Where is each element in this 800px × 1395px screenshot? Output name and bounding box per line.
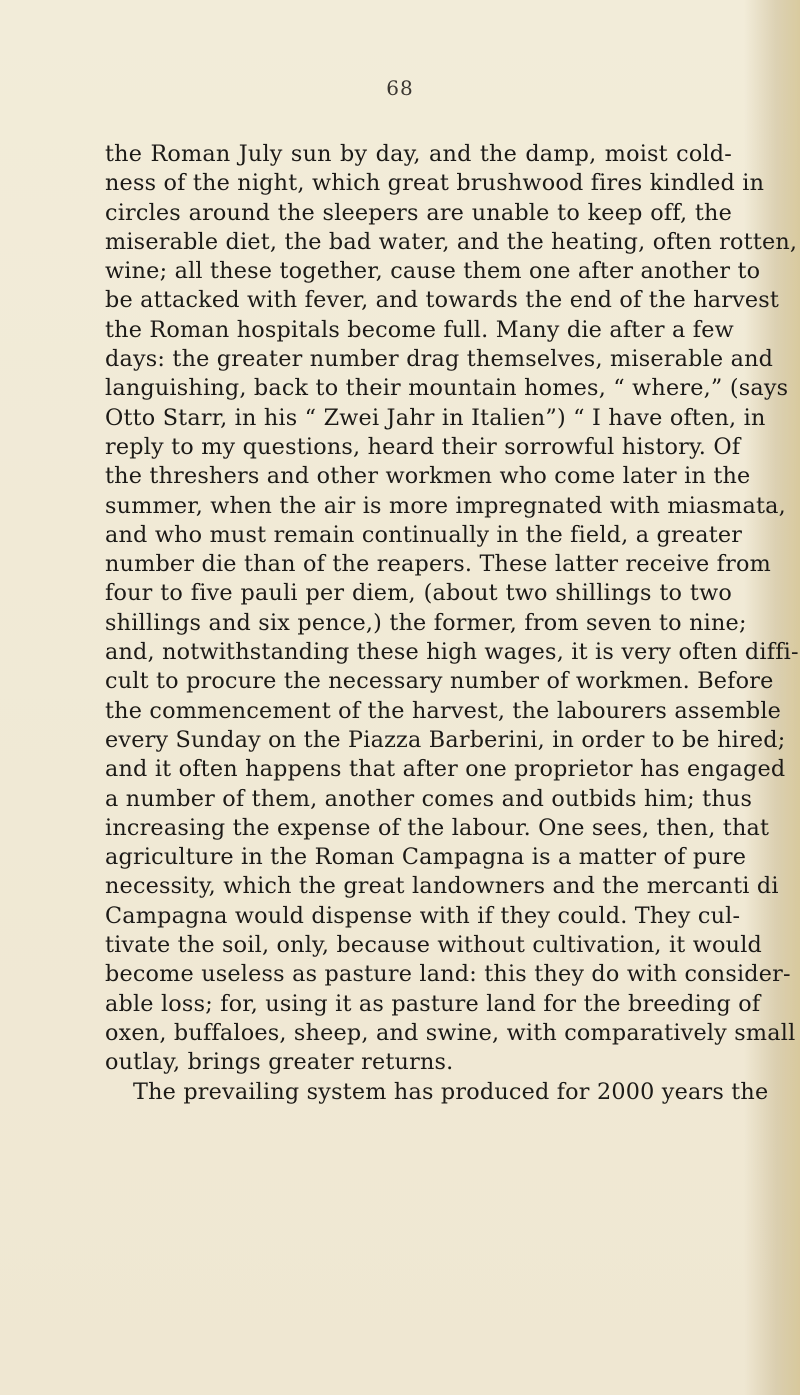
text-line: wine; all these together, cause them one after another to [105,258,761,285]
text-line: necessity, which the great landowners and the mercanti di [105,873,779,900]
text-line: reply to my questions, heard their sorrowful history. Of [105,433,741,460]
text-line: shillings and six pence,) the former, from seven to nine; [105,609,747,636]
text-line: and who must remain continually in the field, a greater [105,521,743,548]
text-line: be attacked with fever, and towards the end of the harvest [105,287,780,314]
text-line: and it often happens that after one proprietor has engaged [105,756,786,783]
text-line: become useless as pasture land: this they do with consider- [105,961,791,988]
text-line: agriculture in the Roman Campagna is a matter of pure [105,844,747,871]
text-line: the Roman July sun by day, and the damp, moist cold- [105,141,732,167]
text-line: summer, when the air is more impregnated with miasmata, [105,492,786,519]
text-line: oxen, buffaloes, sheep, and swine, with comparatively small [105,1019,796,1046]
text-line: tivate the soil, only, because without cultivation, it would [105,932,763,959]
text-line: four to five pauli per diem, (about two shillings to two [105,580,732,607]
text-line: days: the greater number drag themselves, miserable and [105,346,774,373]
text-line: cult to procure the necessary number of workmen. Before [105,668,774,695]
text-line: ness of the night, which great brushwood fires kindled in [105,170,765,197]
text-line: the Roman hospitals become full. Many die after a few [105,316,734,343]
text-line: outlay, brings greater returns. [105,1049,454,1076]
text-line: every Sunday on the Piazza Barberini, in order to be hired; [105,726,786,753]
text-line: miserable diet, the bad water, and the heating, often rotten, [105,228,798,255]
text-line: number die than of the reapers. These latter receive from [105,551,771,578]
text-line: a number of them, another comes and outbids him; thus [105,785,753,812]
text-line: the threshers and other workmen who come later in the [105,463,751,490]
body-text [105,140,799,1107]
text-line: increasing the expense of the labour. One sees, then, that [105,814,770,841]
text-line: Otto Starr, in his “ Zwei Jahr in Italien”) “ I have often, in [105,404,766,431]
text-line: languishing, back to their mountain homes, “ where,” (says [105,375,789,402]
page-number: 68 [386,76,414,100]
text-line: and, notwithstanding these high wages, it is very often diffi- [105,639,799,666]
text-line: the commencement of the harvest, the labourers assemble [105,697,782,724]
text-line: able loss; for, using it as pasture land for the breeding of [105,990,761,1017]
text-line: The prevailing system has produced for 2000 years the [133,1078,769,1105]
text-line: Campagna would dispense with if they could. They cul- [105,902,741,929]
text-line: circles around the sleepers are unable to keep off, the [105,199,732,226]
